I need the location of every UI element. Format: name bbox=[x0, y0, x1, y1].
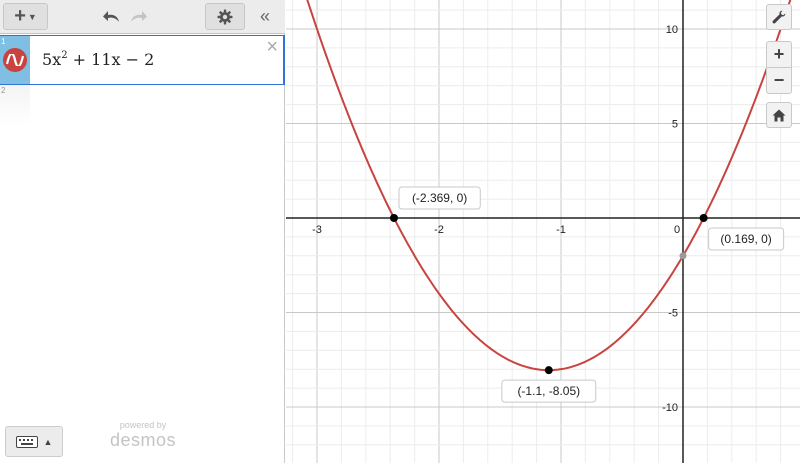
add-label: + bbox=[14, 5, 26, 27]
plus-icon: + bbox=[773, 44, 785, 64]
intercept-marker[interactable] bbox=[680, 252, 687, 259]
close-icon[interactable]: × bbox=[266, 36, 278, 58]
home-icon bbox=[772, 109, 786, 122]
expression-tab[interactable] bbox=[0, 85, 30, 127]
zoom-in-button[interactable] bbox=[766, 41, 792, 68]
curve-color-icon[interactable] bbox=[3, 48, 27, 72]
expression-index: 2 bbox=[1, 86, 6, 95]
caret-up-icon: ▲ bbox=[43, 436, 53, 447]
y-tick-label: 10 bbox=[665, 24, 678, 36]
expression-row[interactable] bbox=[0, 35, 285, 85]
redo-icon bbox=[128, 10, 148, 24]
y-tick-label: 5 bbox=[671, 118, 678, 131]
point-markers[interactable] bbox=[390, 187, 784, 402]
desmos-logo: desmos bbox=[109, 430, 177, 450]
y-tick-label: -5 bbox=[668, 307, 678, 320]
expression-index: 1 bbox=[1, 37, 6, 46]
expression-panel bbox=[0, 0, 285, 463]
x-tick-label: -3 bbox=[312, 224, 322, 236]
point-marker[interactable] bbox=[390, 214, 398, 222]
collapse-panel-button[interactable] bbox=[253, 3, 277, 30]
parabola-curve[interactable] bbox=[286, 0, 800, 370]
gear-icon bbox=[217, 9, 233, 25]
x-tick-label: -2 bbox=[434, 224, 444, 236]
point-label: (-2.369, 0) bbox=[411, 191, 468, 205]
default-viewport-button[interactable] bbox=[766, 102, 792, 128]
double-chevron-left-icon: « bbox=[259, 6, 270, 26]
add-item-button[interactable] bbox=[3, 3, 48, 30]
redo-button[interactable] bbox=[126, 3, 150, 30]
graph-canvas[interactable] bbox=[286, 0, 800, 463]
expression-row-empty[interactable] bbox=[0, 85, 285, 127]
minus-icon: − bbox=[773, 70, 785, 90]
expression-toolbar bbox=[0, 0, 285, 34]
x-tick-label: -1 bbox=[556, 224, 566, 236]
settings-button[interactable] bbox=[205, 3, 245, 30]
expression-input[interactable] bbox=[42, 50, 154, 69]
wrench-icon bbox=[772, 10, 786, 24]
keyboard-icon bbox=[16, 436, 38, 448]
graph-paper[interactable] bbox=[286, 0, 800, 463]
latex-term: 5x bbox=[42, 50, 62, 69]
powered-by-desmos[interactable] bbox=[108, 420, 178, 450]
y-tick-label: -10 bbox=[662, 402, 678, 414]
keypad-toggle-button[interactable] bbox=[5, 426, 63, 457]
powered-by-text: powered by bbox=[119, 420, 167, 430]
point-label: (0.169, 0) bbox=[720, 232, 772, 246]
point-marker[interactable] bbox=[545, 366, 553, 374]
undo-icon bbox=[102, 10, 122, 24]
latex-rest: + 11x − 2 bbox=[67, 50, 155, 69]
x-tick-label: 0 bbox=[673, 224, 681, 236]
undo-button[interactable] bbox=[100, 3, 124, 30]
point-label: (-1.1, -8.05) bbox=[517, 384, 581, 399]
latex-exponent: 2 bbox=[61, 50, 68, 61]
zoom-out-button[interactable] bbox=[766, 67, 792, 94]
expression-tab[interactable] bbox=[0, 36, 30, 84]
graph-settings-button[interactable] bbox=[766, 4, 792, 30]
point-marker[interactable] bbox=[700, 214, 708, 222]
tick-labels bbox=[312, 24, 680, 414]
caret-down-icon: ▼ bbox=[27, 11, 37, 22]
